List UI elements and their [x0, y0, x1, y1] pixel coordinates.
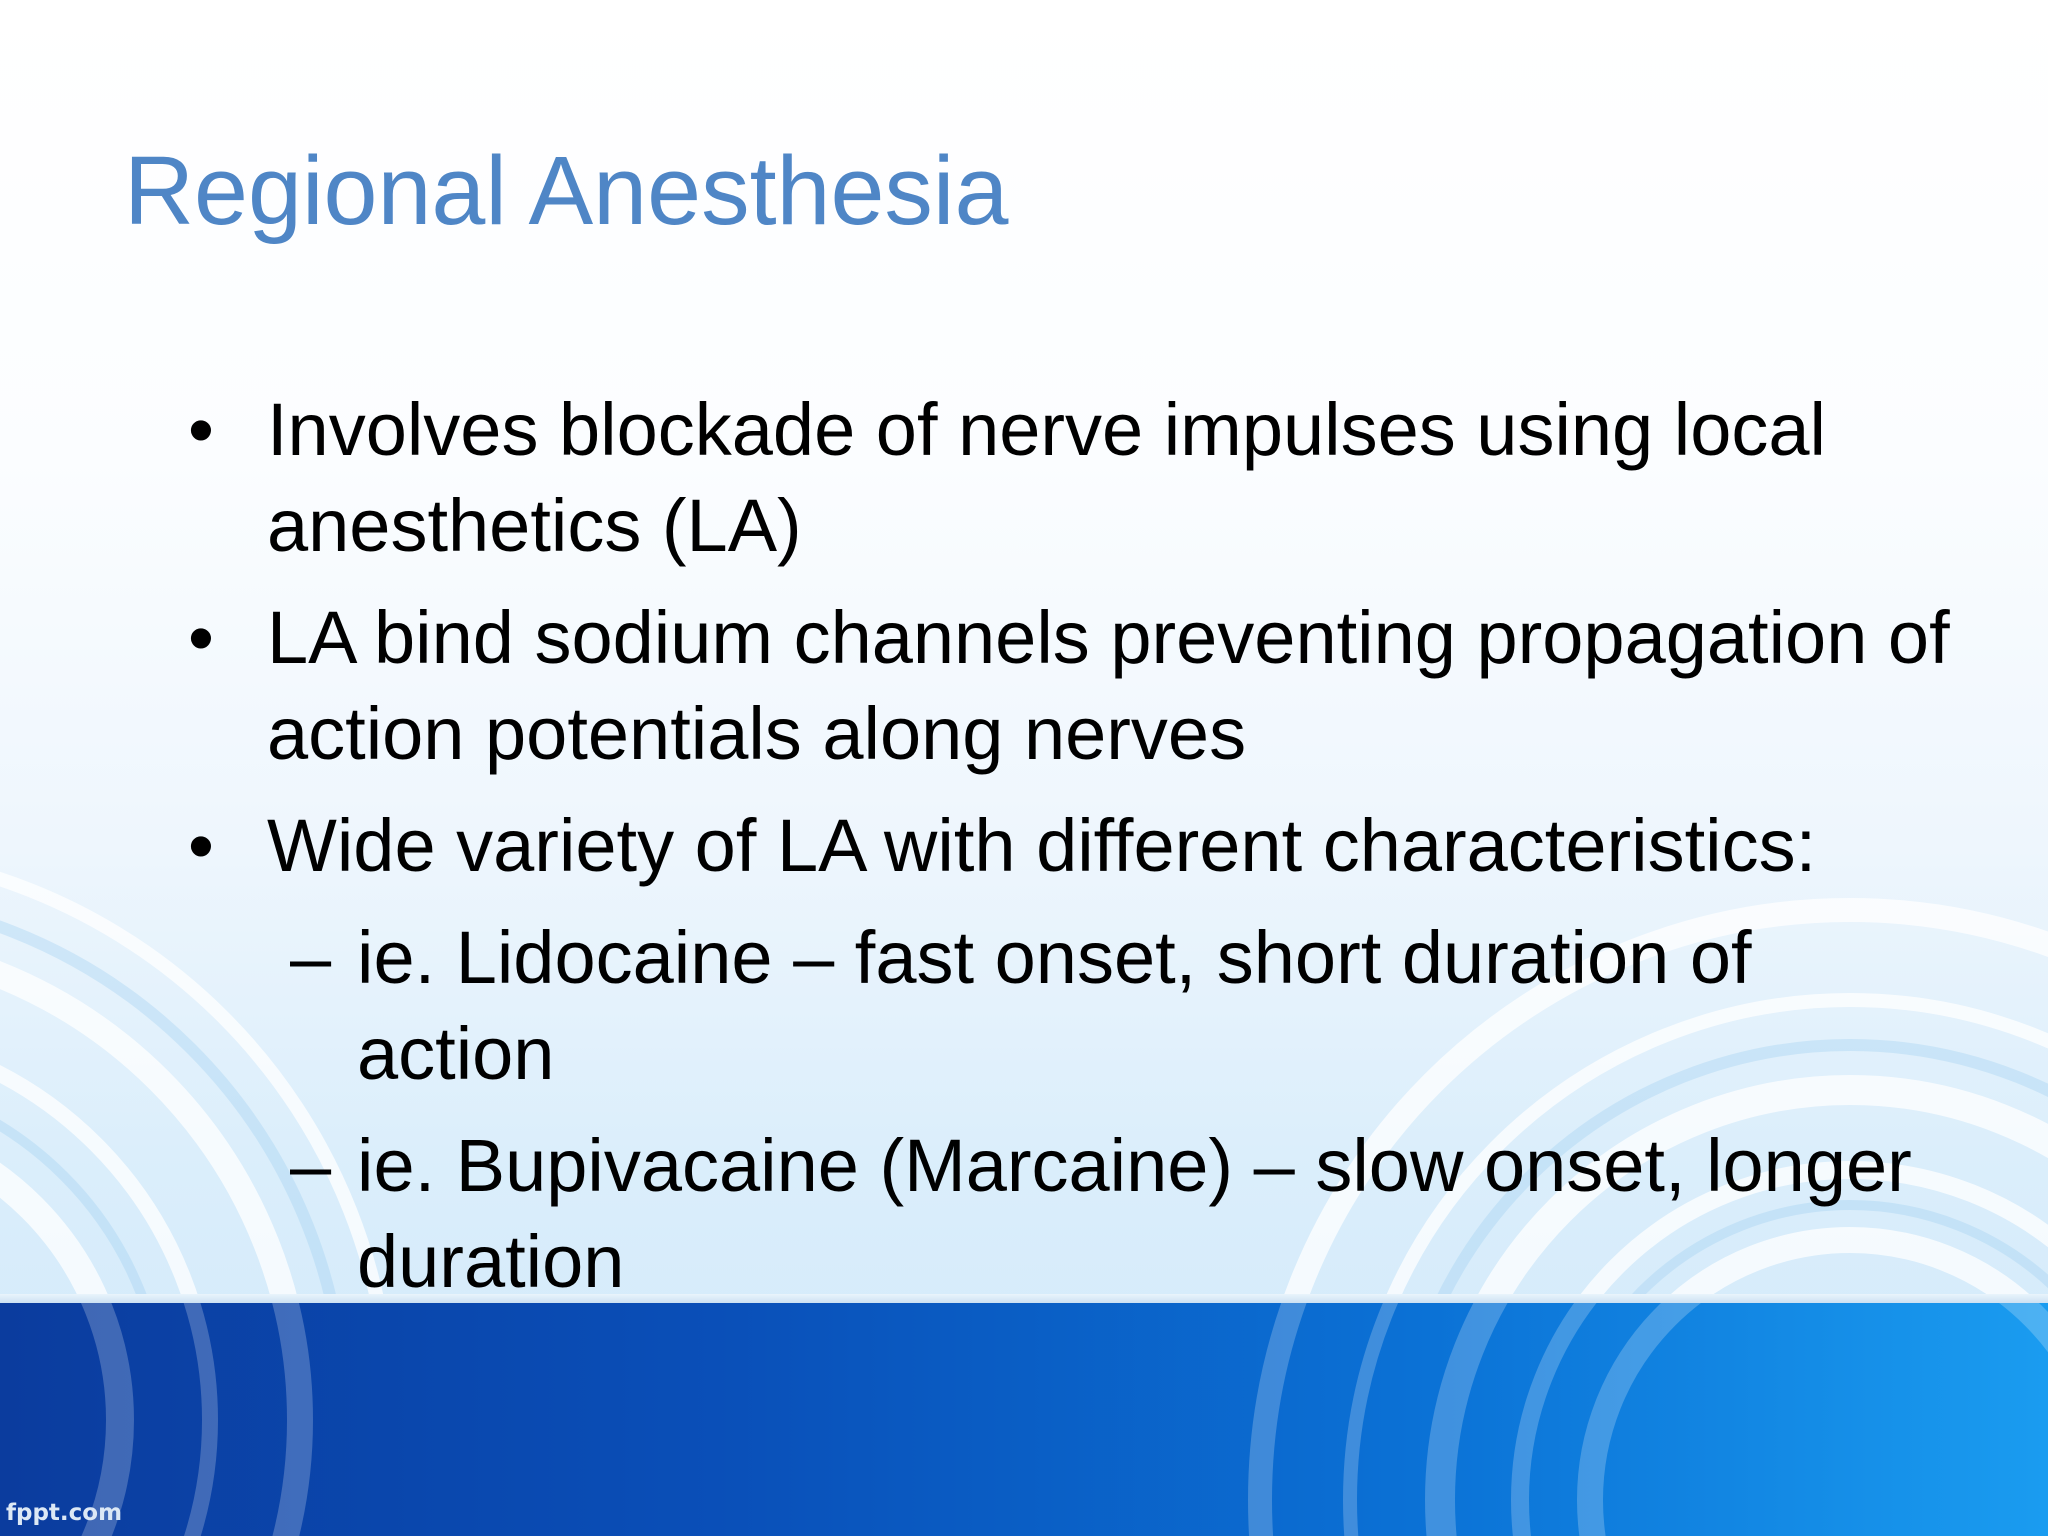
bullet-item [0, 798, 2048, 894]
bullet-marker: • [188, 596, 214, 679]
bullet-marker: • [188, 388, 214, 471]
sub-bullet-marker: – [290, 916, 332, 999]
footer-band [0, 1303, 2048, 1536]
sub-bullet-marker: – [290, 1124, 332, 1207]
bullet-text: LA bind sodium channels preventing propagation of action potentials along nerves [267, 596, 1950, 775]
bullet-item [0, 590, 2048, 782]
footer-swirl-graphic [0, 1303, 2048, 1536]
bullet-text: Wide variety of LA with different characteristics: [267, 804, 1817, 887]
bullet-text: Involves blockade of nerve impulses using local anesthetics (LA) [267, 388, 1826, 567]
slide-title: Regional Anesthesia [124, 136, 1009, 245]
sub-bullet-item [0, 910, 2048, 1102]
slide-body [0, 382, 2048, 1326]
sub-bullet-text: ie. Bupivacaine (Marcaine) – slow onset, longer duration [357, 1124, 1912, 1303]
sub-bullet-item [0, 1118, 2048, 1310]
sub-bullet-text: ie. Lidocaine – fast onset, short duration of action [357, 916, 1752, 1095]
bullet-item [0, 382, 2048, 574]
bullet-marker: • [188, 804, 214, 887]
brand-watermark: fppt.com [6, 1500, 123, 1526]
